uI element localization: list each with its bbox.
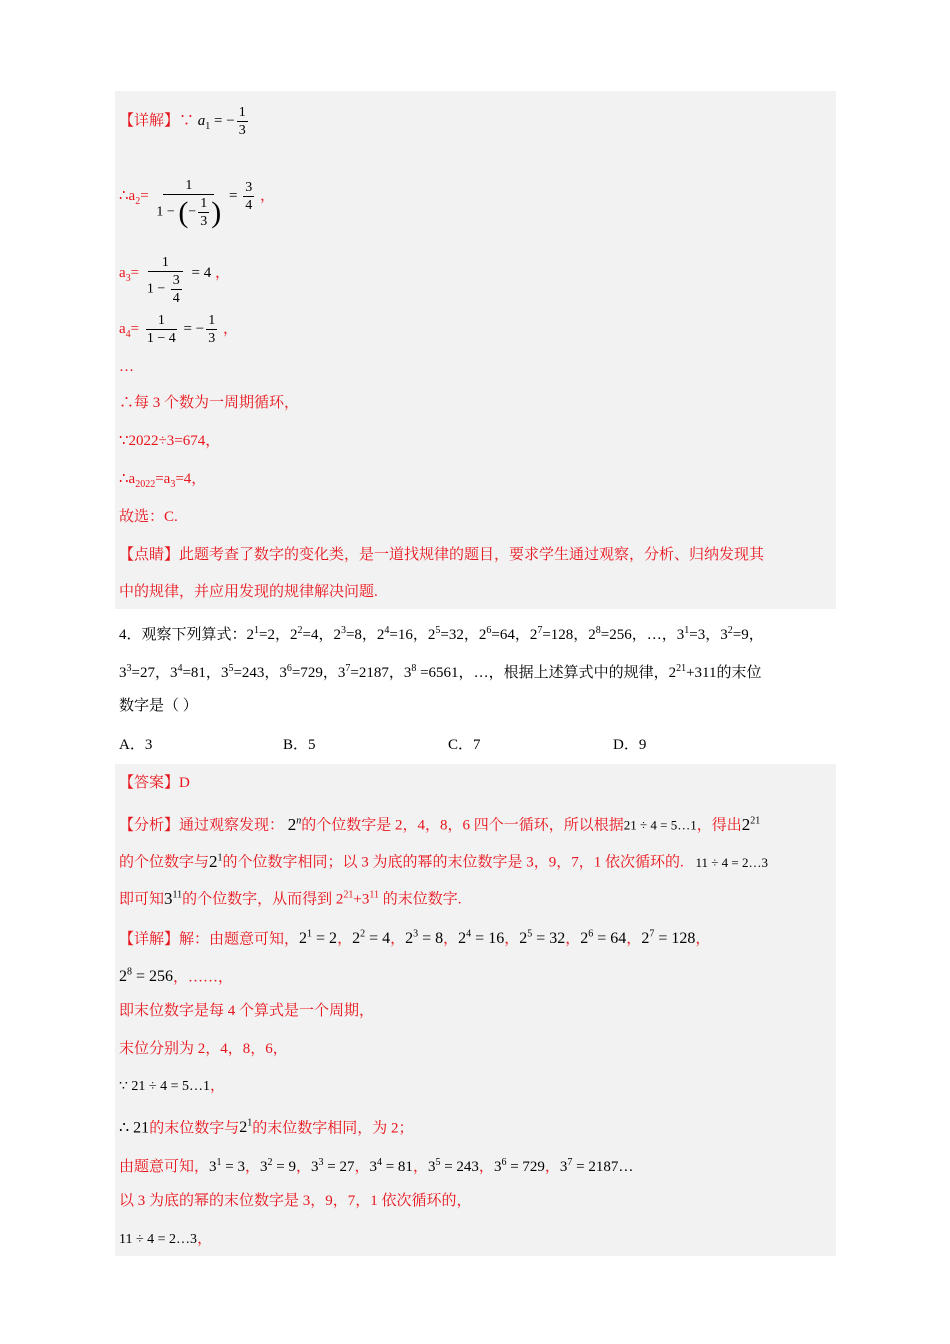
power-term: $2^4 = 16$: [458, 929, 505, 948]
detail4-line-4: 末位分别为 2，4，8，6，: [119, 1041, 288, 1057]
detail4-line-5: ∵ 21 ÷ 4 = 5…1，: [119, 1078, 226, 1094]
power-term: $3^7=2187$，: [337, 663, 404, 681]
power-term: $2^5=32$，: [427, 625, 479, 643]
detail4-line-1: 【详解】解：由题意可知，$2^1 = 2$，$2^2 = 4$，$2^3 = 8$，$2^4 = 16$，$2^5 = 32$，$2^6 = 64$，$2^7 = 128$，: [119, 929, 711, 948]
power-term: $3^2=9$，: [720, 625, 764, 643]
detail-line-a2: $\therefore a_2=$ 1 1 − (− $\frac{1}{3}$ ) = $\frac{3}{4}$ ，: [119, 178, 275, 229]
power-term: $2^1 = 2$: [299, 929, 338, 948]
power-term: $3^5=243$，: [220, 663, 280, 681]
division-line: ∵2022÷3=674，: [119, 433, 221, 449]
comment-line-2: 中的规律，并应用发现的规律解决问题.: [119, 584, 378, 600]
option-d: D．9: [613, 737, 647, 753]
cycle-line: ∴每 3 个数为一周期循环，: [119, 395, 300, 411]
answer-label: 【答案】: [119, 775, 180, 791]
detail4-line-2: $2^8 = 256$，……，: [119, 967, 234, 986]
detail4-line-6: ∴ 21的末位数字与$2^1$的末位数字相同，为 2；: [119, 1118, 414, 1137]
power-term: $2^1=2$，: [246, 625, 290, 643]
answer-line: [119, 773, 190, 793]
detail4-line-8: 以 3 为底的幂的末位数字是 3，9，7，1 依次循环的，: [119, 1193, 472, 1209]
power-term: $3^1 = 3$: [209, 1157, 245, 1175]
power-term: $3^7$ = 2187…: [559, 1157, 634, 1175]
power-term: $2^6 = 64$: [580, 929, 627, 948]
ellipsis-line: …: [119, 359, 134, 375]
fraction: $\frac{1}{3}$: [208, 313, 216, 346]
analysis-line-2: 的个位数字与$2^1$的个位数字相同；以 3 为底的幂的末位数字是 3，9，7，1 依次循环的. 11 ÷ 4 = 2…3: [119, 851, 769, 871]
power-term: $3^1=3$，: [676, 625, 721, 643]
question4-line-1: 4．观察下列算式：$2^1=2$，$2^2=4$，$2^3=8$，$2^4=16$，$2^5=32$，$2^6=64$，$2^7=128$，$2^8=256$，…，$3^1=3$，$3^2=9$，: [119, 625, 764, 643]
power-term: $3^3=27$，: [119, 663, 170, 681]
power-term: $3^5 = 243$: [427, 1157, 479, 1175]
fraction: 1 1 − $\frac{3}{4}$: [145, 254, 186, 307]
power-term: $2^7=128$，: [529, 625, 589, 643]
power-term: $3^8 =6561$，: [403, 663, 474, 681]
option-c: C．7: [448, 737, 481, 753]
power-term: $2^4=16$，: [376, 625, 428, 643]
analysis-label: 【分析】: [119, 817, 180, 834]
power-term: $2^8=256$，: [588, 625, 647, 643]
option-b: B．5: [283, 737, 316, 753]
question4-line-3: 数字是（ ）: [119, 698, 198, 714]
detail-line-a3: $a_3=$ 1 1 − $\frac{3}{4}$ = 4 ，: [119, 255, 231, 306]
comment-line-1: 【点睛】此题考查了数字的变化类，是一道找规律的题目，要求学生通过观察，分析、归纳发现其: [119, 547, 765, 563]
choice-line: 故选：C.: [119, 509, 178, 525]
analysis-line-1: 【分析】通过观察发现： 2$^n$的个位数字是 2，4，8，6 四个一循环，所以根据21 ÷ 4 = 5…1，得出$2^{21}$: [119, 814, 761, 834]
fraction: 1 1 − (− $\frac{1}{3}$ ): [156, 178, 222, 229]
detail-line-a4: $a_4=$ $\frac{1}{1 - 4}$ = − $\frac{1}{3}$ ，: [119, 313, 238, 346]
power-term: $3^3 = 27$: [310, 1157, 355, 1175]
power-term: $3^6=729$，: [279, 663, 338, 681]
power-term: $2^3=8$，: [333, 625, 377, 643]
option-a: A．3: [119, 737, 153, 753]
detail4-line-7: 由题意可知，$3^1 = 3$，$3^2 = 9$，$3^3 = 27$，$3^4 = 81$，$3^5 = 243$，$3^6 = 729$，$3^7$ = 2187…: [119, 1157, 634, 1175]
power-term: $2^2=4$，: [289, 625, 334, 643]
solution3-block: [115, 91, 836, 609]
comment-label: 【点睛】: [119, 547, 180, 563]
power-term: $3^6 = 729$: [493, 1157, 545, 1175]
power-term: $3^4 = 81$: [369, 1157, 413, 1175]
power-term: $3^4=81$，: [169, 663, 221, 681]
power-term: $2^2 = 4$: [352, 929, 391, 948]
detail-line-1: 【详解】∵ $a_1$ = − $\frac{1}{3}$: [119, 105, 246, 138]
detail-label: 【详解】: [119, 112, 180, 129]
detail-label: 【详解】: [119, 931, 180, 948]
question4-line-2: $3^3=27$，$3^4=81$，$3^5=243$，$3^6=729$，$3^7=2187$，$3^8 =6561$，…，根据上述算式中的规律，$2^{21}+311$的末位: [119, 663, 762, 681]
fraction: $\frac{3}{4}$: [245, 180, 253, 213]
fraction: $\frac{1}{3}$: [238, 105, 246, 138]
power-term: $2^5 = 32$: [519, 929, 566, 948]
power-term: $2^7 = 128$: [641, 929, 696, 948]
power-term: $2^3 = 8$: [405, 929, 444, 948]
fraction: $\frac{1}{1 - 4}$: [146, 313, 176, 346]
detail4-line-9: 11 ÷ 4 = 2…3，: [119, 1231, 213, 1247]
result-line: $\therefore a_{2022}=a_3=4$，: [119, 471, 207, 490]
power-term: $2^{21}+3$: [668, 663, 703, 681]
detail4-line-3: 即末位数字是每 4 个算式是一个周期，: [119, 1003, 375, 1019]
answer-value: D: [179, 775, 190, 791]
power-term: $3^2 = 9$: [260, 1157, 296, 1175]
analysis-line-3: 即可知$3^{11}$的个位数字，从而得到 $2^{21}+3^{11}$ 的末位数字.: [119, 888, 462, 908]
power-term: $2^6=64$，: [478, 625, 530, 643]
